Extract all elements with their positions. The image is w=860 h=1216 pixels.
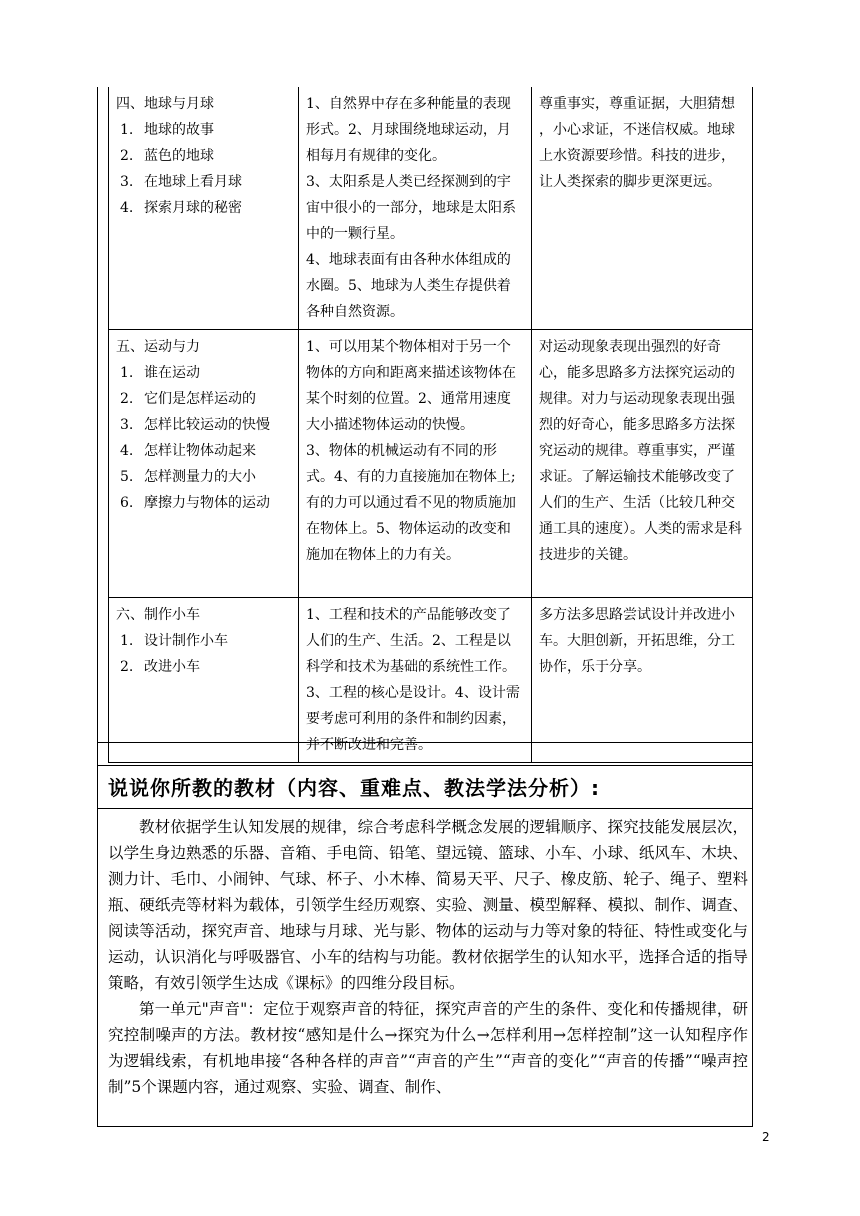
topic-item <box>116 628 291 654</box>
topic-label: 蓝色的地球 <box>144 148 214 164</box>
unit-concepts-cell: 1、可以用某个物体相对于另一个物体的方向和距离来描述该物体在某个时刻的位置。2、通常用速度大小描述物体运动的快慢。 3、物体的机械运动有不同的形式。4、有的力直接施加在物体上;有的力可以通过看不见的物质施加在物体上。5、物体运动的改变和施加在物体上的力有关。 <box>299 330 532 598</box>
topic-item <box>116 490 291 516</box>
unit-attitudes-cell: 尊重事实，尊重证据，大胆猜想 ，小心求证，不迷信权威。地球上水资源要珍惜。科技的进步，让人类探索的脚步更深更远。 <box>532 87 753 330</box>
unit-topics-cell <box>109 87 299 330</box>
topic-item <box>116 117 291 143</box>
topic-number: 2. <box>120 659 134 675</box>
section-heading: 说说你所教的教材（内容、重难点、教法学法分析）: <box>108 776 600 800</box>
topic-label: 谁在运动 <box>144 365 200 381</box>
topic-label: 地球的故事 <box>144 122 214 138</box>
topic-label: 摩擦力与物体的运动 <box>144 495 270 511</box>
topic-number: 3. <box>120 417 134 433</box>
unit-topics-cell <box>109 598 299 763</box>
unit-topics-cell <box>109 330 299 598</box>
topic-item <box>116 654 291 680</box>
units-table <box>108 87 753 763</box>
topic-number: 5. <box>120 469 134 485</box>
topic-item <box>116 360 291 386</box>
unit-concepts-cell: 1、自然界中存在多种能量的表现形式。2、月球围绕地球运动，月相每月有规律的变化。 3、太阳系是人类已经探测到的宇宙中很小的一部分，地球是太阳系中的一颗行星。 4、地球表面有由各种水体组成的水圈。5、地球为人类生存提供着各种自然资源。 <box>299 87 532 330</box>
unit-title: 四、地球与月球 <box>116 96 214 112</box>
paragraph-unit-one: 第一单元"声音"：定位于观察声音的特征，探究声音的产生的条件、变化和传播规律，研究控制噪声的方法。教材按“感知是什么→探究为什么→怎样利用→怎样控制”这一认知程序作为逻辑线索，有机地串接“各种各样的声音”“声音的产生”“声音的变化”“声音的传播”“噪声控制”5个课题内容，通过观察、实验、调查、制作、 <box>108 1000 748 1096</box>
topic-number: 2. <box>120 148 134 164</box>
topic-item <box>116 386 291 412</box>
unit-title: 五、运动与力 <box>116 339 200 355</box>
topic-label: 设计制作小车 <box>144 633 228 649</box>
unit-concepts-cell: 1、工程和技术的产品能够改变了人们的生产、生活。2、工程是以科学和技术为基础的系统性工作。3、工程的核心是设计。4、设计需要考虑可利用的条件和制约因素，并不断改进和完善。 <box>299 598 532 763</box>
topic-label: 探索月球的秘密 <box>144 200 242 216</box>
topic-label: 怎样让物体动起来 <box>144 443 256 459</box>
unit-attitudes-cell: 多方法多思路尝试设计并改进小车。大胆创新，开拓思维，分工协作，乐于分享。 <box>532 598 753 763</box>
heading-top-rule <box>97 765 753 766</box>
topic-label: 在地球上看月球 <box>144 174 242 190</box>
unit-title: 六、制作小车 <box>116 607 200 623</box>
topic-number: 3. <box>120 174 134 190</box>
topic-item <box>116 412 291 438</box>
topic-label: 怎样测量力的大小 <box>144 469 256 485</box>
topic-item <box>116 464 291 490</box>
topic-label: 改进小车 <box>144 659 200 675</box>
topic-number: 2. <box>120 391 134 407</box>
topic-item <box>116 169 291 195</box>
topic-item <box>116 438 291 464</box>
topic-label: 怎样比较运动的快慢 <box>144 417 270 433</box>
unit-row <box>109 330 753 598</box>
topic-label: 它们是怎样运动的 <box>144 391 256 407</box>
topic-number: 1. <box>120 365 134 381</box>
topic-number: 1. <box>120 122 134 138</box>
unit-row <box>109 598 753 763</box>
table-bottom-rule <box>97 742 753 743</box>
topic-number: 1. <box>120 633 134 649</box>
page-number: 2 <box>762 1130 770 1144</box>
topic-number: 4. <box>120 200 134 216</box>
topic-item <box>116 143 291 169</box>
paragraph-overview: 教材依据学生认知发展的规律，综合考虑科学概念发展的逻辑顺序、探究技能发展层次，以学生身边熟悉的乐器、音箱、手电筒、铅笔、望远镜、篮球、小车、小球、纸风车、木块、测力计、毛巾、小闹钟、气球、杯子、小木棒、简易天平、尺子、橡皮筋、轮子、绳子、塑料瓶、硬纸壳等材料为载体，引领学生经历观察、实验、测量、模型解释、模拟、制作、调查、阅读等活动，探究声音、地球与月球、光与影、物体的运动与力等对象的特征、特性或变化与运动，认识消化与呼吸器官、小车的结构与功能。教材依据学生的认知水平，选择合适的指导策略，有效引领学生达成《课标》的四维分段目标。 <box>108 818 748 992</box>
textbook-analysis <box>108 814 748 1100</box>
topic-number: 4. <box>120 443 134 459</box>
unit-row <box>109 87 753 330</box>
topic-number: 6. <box>120 495 134 511</box>
unit-attitudes-cell: 对运动现象表现出强烈的好奇心，能多思路多方法探究运动的规律。对力与运动现象表现出强烈的好奇心，能多思路多方法探究运动的规律。尊重事实，严谨求证。了解运输技术能够改变了人们的生产、生活（比较几种交通工具的速度）。人类的需求是科技进步的关键。 <box>532 330 753 598</box>
heading-bottom-rule <box>97 808 753 809</box>
topic-item <box>116 195 291 221</box>
